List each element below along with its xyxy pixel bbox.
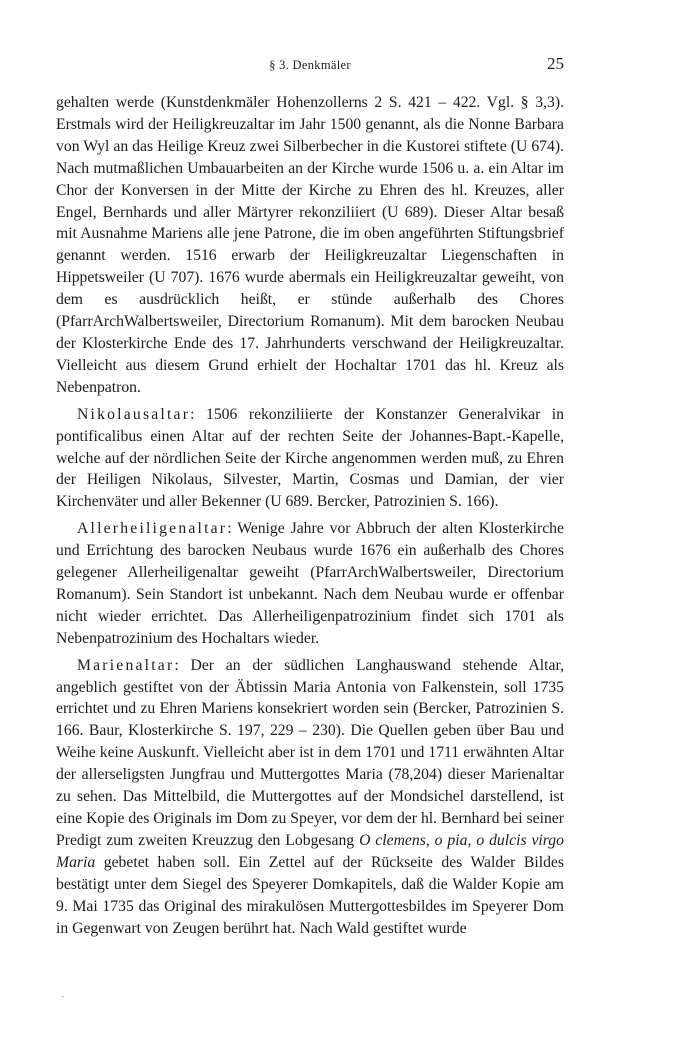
scan-speck: [62, 996, 64, 997]
body-text: [56, 92, 564, 939]
paragraph-text: : 1506 rekonziliierte der Konstanzer Generalvikar in pontificalibus einen Altar auf der rechten Seite der Johannes-Bapt.-Kapelle, welche auf der nördlichen Seite der Kirche angenommen werden muß, zu Ehren der Heiligen Nikolaus, Silvester, Martin, Cosmas und Damian, der vier Kirchenväter und aller Bekenner (U 689. Bercker, Patrozinien S. 166).: [56, 405, 564, 511]
paragraph-marienaltar: [56, 655, 564, 940]
paragraph-heiligkreuzaltar: [56, 92, 564, 399]
altar-heading: Marienaltar: [77, 656, 175, 674]
altar-heading: Allerheiligenaltar: [77, 520, 228, 538]
paragraph-text: gehalten werde (Kunstdenkmäler Hohenzollerns 2 S. 421 – 422. Vgl. § 3,3). Erstmals wird der Heiligkreuzaltar im Jahr 1500 genannt, als die Nonne Barbara von Wyl an das Heilige Kreuz zwei Silberbecher in die Kustorei stiftete (U 674). Nach mutmaßlichen Umbauarbeiten an der Kirche wurde 1506 u. a. ein Altar im Chor der Konversen in der Mitte der Kirche zu Ehren des hl. Kreuzes, aller Engel, Bernhards und aller Märtyrer rekonziliiert (U 689). Dieser Altar besaß mit Ausnahme Mariens alle jene Patrone, die im oben angeführten Stiftungsbrief genannt werden. 1516 erwarb der Heiligkreuzaltar Liegenschaften in Hippetsweiler (U 707). 1676 wurde abermals ein Heiligkreuzaltar geweiht, von dem es ausdrücklich heißt, er stünde außerhalb des Chores (PfarrArchWalbertsweiler, Directorium Romanum). Mit dem barocken Neubau der Klosterkirche Ende des 17. Jahrhunderts verschwand der Heiligkreuzaltar. Vielleicht aus diesem Grund erhielt der Hochaltar 1701 das hl. Kreuz als Nebenpatron.: [56, 94, 564, 396]
running-header: [56, 54, 564, 78]
altar-heading: Nikolausaltar: [77, 405, 191, 423]
paragraph-allerheiligenaltar: [56, 518, 564, 649]
paragraph-nikolausaltar: [56, 404, 564, 514]
section-title: § 3. Denkmäler: [269, 58, 351, 72]
paragraph-text: : Wenige Jahre vor Abbruch der alten Klosterkirche und Errichtung des barocken Neubaus wurde 1676 ein außerhalb des Chores gelegener Allerheiligenaltar geweiht (PfarrArchWalbertsweiler, Directorium Romanum). Sein Standort ist unbekannt. Nach dem Neubau wurde er offenbar nicht wieder errichtet. Das Allerheiligenpatrozinium findet sich 1701 als Nebenpatrozinium des Hochaltars wieder.: [56, 520, 564, 647]
paragraph-text: : Der an der südlichen Langhauswand stehende Altar, angeblich gestiftet von der Äbtissin Maria Antonia von Falkenstein, soll 1735 errichtet und zu Ehren Mariens konsekriert worden sein (Bercker, Patrozinien S. 166. Baur, Klosterkirche S. 197, 229 – 230). Die Quellen geben über Bau und Weihe keine Auskunft. Vielleicht aber ist in dem 1701 und 1711 erwähnten Altar der allerseligsten Jungfrau und Muttergottes Maria (78,204) dieser Marienaltar zu sehen. Das Mittelbild, die Muttergottes auf der Mondsichel darstellend, ist eine Kopie des Originals im Dom zu Speyer, vor dem der hl. Bernhard bei seiner Predigt zum zweiten Kreuzzug den Lobgesang: [56, 656, 564, 849]
latin-hymn-quote: O clemens, o pia, o dulcis virgo Maria: [56, 831, 564, 871]
page-number: 25: [547, 54, 564, 73]
paragraph-text-continued: gebetet haben soll. Ein Zettel auf der Rückseite des Walder Bildes bestätigt unter dem Siegel des Speyerer Domkapitels, daß die Walder Kopie am 9. Mai 1735 das Original des mirakulösen Muttergottesbildes im Speyerer Dom in Gegenwart von Zeugen berührt hat. Nach Wald gestiftet wurde: [56, 853, 564, 937]
